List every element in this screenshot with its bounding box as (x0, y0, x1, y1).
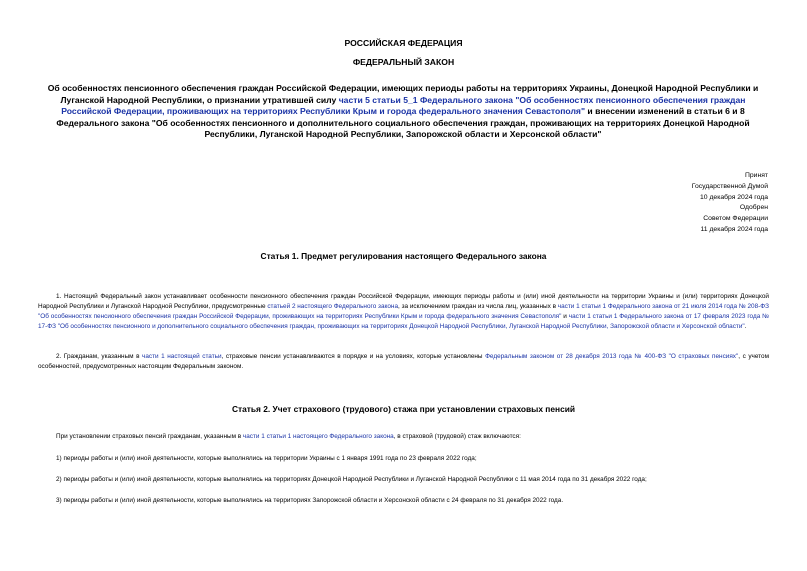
adoption-line-council-date: 11 декабря 2024 года (700, 225, 768, 233)
a1p1-link-law-208[interactable]: части 1 статьи 1 Федерального закона от 21 июля 2014 года № 208-ФЗ "Об особенностях пенсионного обеспечения граждан Российской Федерации, проживающих на территориях Республики Крым и города федерального значения Севастополя" (38, 303, 769, 320)
a1p1-text-b: , за исключением граждан из числа лиц, указанных в (398, 303, 558, 310)
article2-intro (56, 432, 769, 442)
article2-item2: 2) периоды работы и (или) иной деятельности, которые выполнялись на территориях Донецкой Народной Республики и Луганской Народной Республики с 11 мая 2014 года по 31 декабря 2022 года; (56, 476, 647, 483)
title-link-part5-article5-1[interactable]: части 5 статьи 5_1 Федерального закона "Об особенностях пенсионного обеспечения граждан Российской Федерации, проживающих на территориях Республики Крым и города федерального значения Севастополя" (61, 94, 746, 117)
adoption-line-council: Советом Федерации (703, 215, 768, 223)
a1p2-text-b: , страховые пенсии устанавливаются в порядке и на условиях, которые установлены (221, 353, 486, 360)
article1-paragraph2 (38, 352, 769, 372)
adoption-block (692, 171, 768, 236)
adoption-line-approved: Одобрен (739, 204, 768, 212)
article1-heading: Статья 1. Предмет регулирования настоящего Федерального закона (260, 251, 547, 261)
a1p2-link-law-400[interactable]: Федеральным законом от 28 декабря 2013 года № 400-ФЗ "О страховых пенсиях" (485, 353, 739, 360)
article2-item3: 3) периоды работы и (или) иной деятельности, которые выполнялись на территориях Запорожской области и Херсонской области с 24 февраля по 31 декабря 2022 года. (56, 497, 564, 504)
a1p1-text-a: 1. Настоящий Федеральный закон устанавливает особенности пенсионного обеспечения граждан Российской Федерации, имеющих периоды работы и (или) иной деятельности на территории Украины и (или) территориях Донецкой Народной Республики и Луганской Народной Республики, предусмотренные (38, 293, 769, 310)
a2-intro-text-a: При установлении страховых пенсий гражданам, указанным в (56, 433, 243, 440)
a2-intro-link-part1-article1[interactable]: части 1 статьи 1 настоящего Федерального закона (242, 433, 394, 440)
title-text-1: Об особенностях пенсионного обеспечения граждан Российской Федерации, имеющих периоды работы на территориях Украины, Донецкой Народной Республики и Луганской Народной Республики, о признании утратившей силу (47, 83, 759, 105)
a1p2-link-part1[interactable]: части 1 настоящей статьи (142, 353, 222, 360)
adoption-line-duma-date: 10 декабря 2024 года (700, 193, 768, 201)
law-type-heading: ФЕДЕРАЛЬНЫЙ ЗАКОН (352, 57, 455, 67)
a1p1-text-c: и (561, 313, 569, 320)
article2-item1: 1) периоды работы и (или) иной деятельности, которые выполнялись на территории Украины с 1 января 1991 года по 23 февраля 2022 года; (56, 455, 477, 462)
federation-heading: РОССИЙСКАЯ ФЕДЕРАЦИЯ (344, 38, 463, 48)
a1p2-text-c: , с учетом особенностей, предусмотренных настоящим Федеральным законом. (38, 353, 769, 370)
a1p2-text-a: 2. Гражданам, указанным в (56, 353, 143, 360)
title-text-2: и внесении изменений в статьи 6 и 8 Федерального закона "Об особенностях пенсионного и дополнительного социального обеспечения граждан, проживающих на территориях Донецкой Народной Республики, Луганской Народной Республики, Запорожской области и Херсонской области" (56, 106, 750, 140)
article1-paragraph1 (38, 292, 769, 332)
a1p1-link-law-17[interactable]: части 1 статьи 1 Федерального закона от 17 февраля 2023 года № 17-ФЗ "Об особенностях пенсионного и дополнительного социального обеспечения граждан, проживающих на территориях Донецкой Народной Республики, Луганской Народной Республики, Запорожской области и Херсонской области" (38, 313, 769, 330)
law-title (38, 83, 768, 141)
adoption-line-duma: Государственной Думой (691, 182, 768, 190)
a1p1-link-article2[interactable]: статьей 2 настоящего Федерального закона (267, 303, 399, 310)
a1p1-text-d: . (744, 323, 747, 330)
adoption-line-accepted: Принят (744, 172, 768, 179)
article2-heading: Статья 2. Учет страхового (трудового) стажа при установлении страховых пенсий (231, 404, 576, 414)
a2-intro-text-b: , в страховой (трудовой) стаж включаются: (393, 433, 521, 440)
